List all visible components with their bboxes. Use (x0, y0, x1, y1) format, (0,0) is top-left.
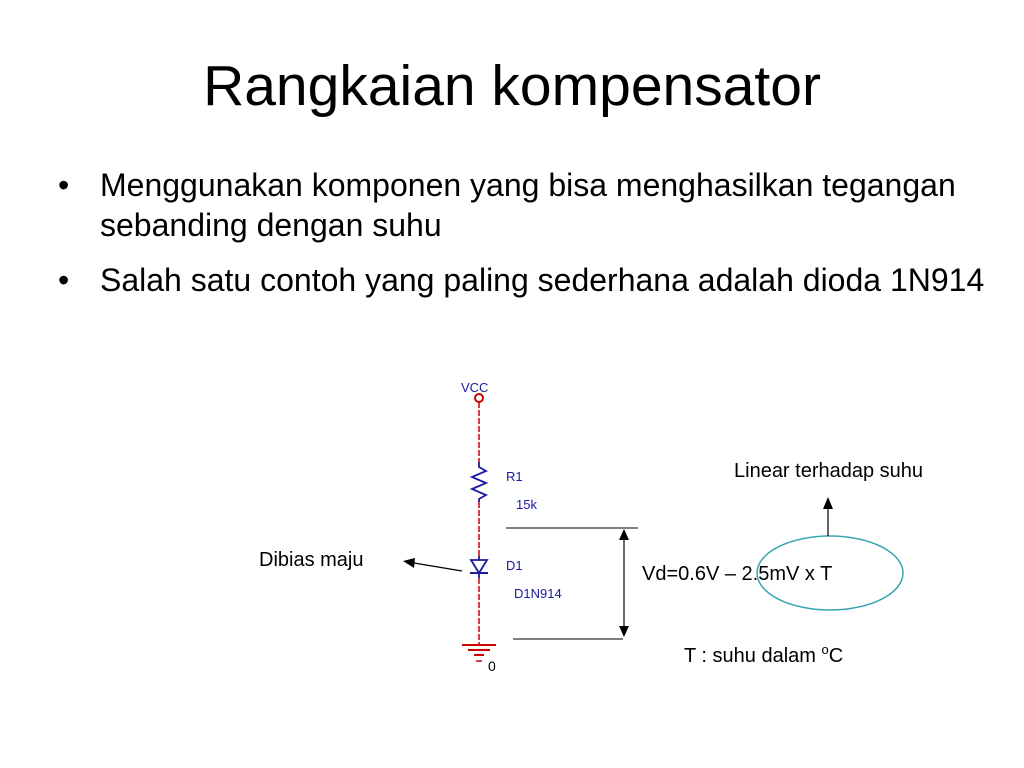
resistor-symbol (472, 462, 486, 502)
resistor-value: 15k (516, 497, 537, 512)
measure-arrow (619, 529, 629, 637)
linear-arrow (823, 497, 833, 536)
forward-bias-label: Dibias maju (259, 549, 364, 571)
equation-label: Vd=0.6V – 2.5mV x T (642, 563, 833, 585)
diode-name: D1 (506, 558, 523, 573)
bullet-dot: • (58, 167, 70, 203)
linear-label: Linear terhadap suhu (734, 460, 924, 482)
diode-symbol (470, 556, 488, 578)
ground-label: 0 (488, 658, 496, 674)
temperature-unit-prefix: T : suhu dalam (684, 645, 822, 667)
temperature-unit-degree: o (821, 642, 829, 657)
temperature-unit-suffix: C (828, 645, 844, 667)
vcc-terminal (475, 394, 483, 402)
diode-part: D1N914 (514, 586, 562, 601)
resistor-name: R1 (506, 469, 523, 484)
temperature-unit-note (684, 642, 843, 667)
vcc-label: VCC (461, 380, 489, 395)
bullet-dot: • (58, 262, 70, 298)
forward-bias-arrow (403, 558, 462, 571)
slide-title: Rangkaian kompensator (203, 54, 821, 118)
bullet-text: Menggunakan komponen yang bisa menghasilkan tegangan sebanding dengan suhu (100, 167, 956, 243)
bullet-text: Salah satu contoh yang paling sederhana adalah dioda 1N914 (100, 262, 985, 298)
